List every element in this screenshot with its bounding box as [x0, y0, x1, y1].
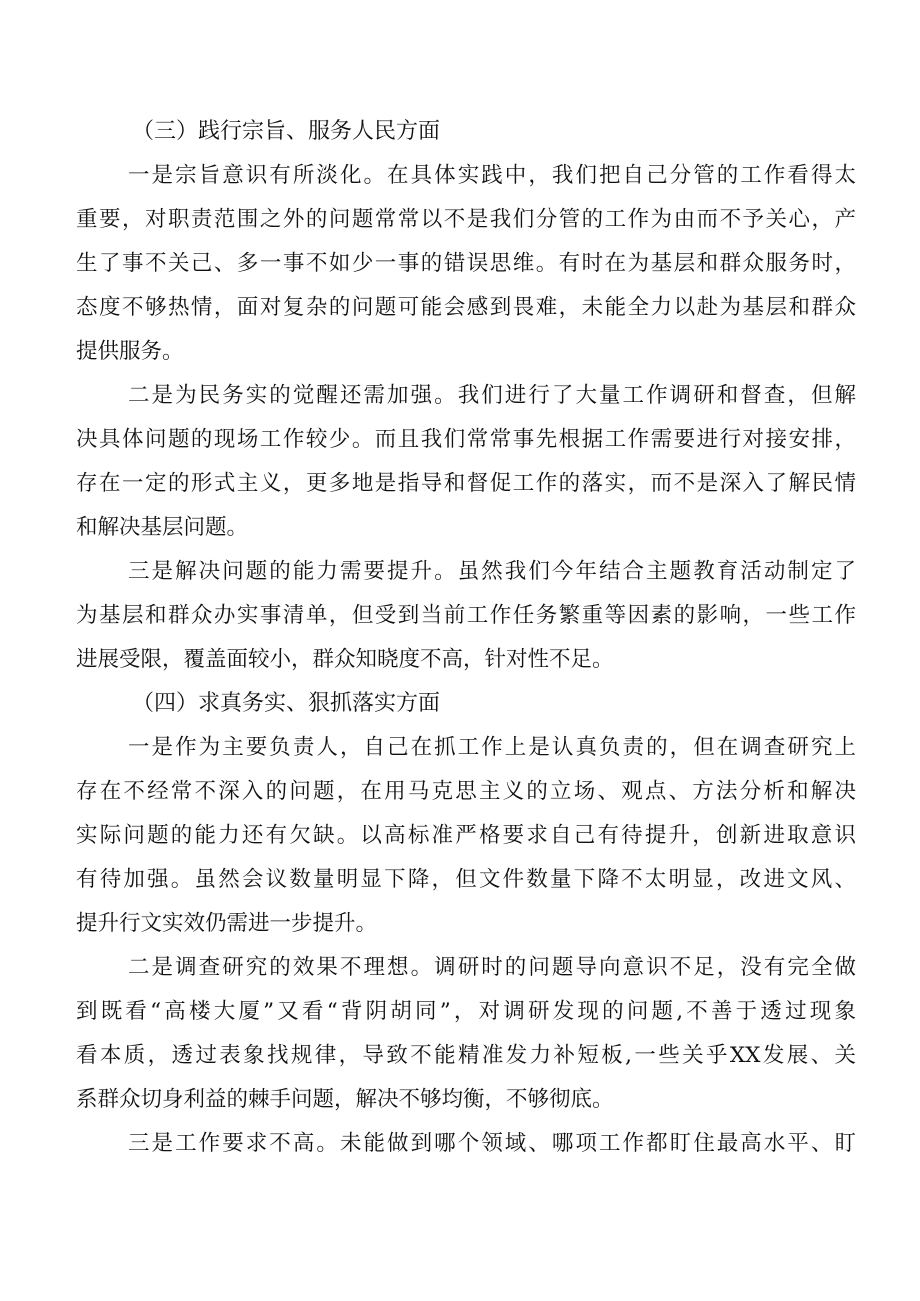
text-line: 存在一定的形式主义，更多地是指导和督促工作的落实，而不是深入了解民情: [76, 471, 856, 496]
paragraph-3-1: [76, 154, 856, 374]
text-line: 二是为民务实的觉醒还需加强。我们进行了大量工作调研和督查，但解: [128, 383, 856, 408]
section-heading-4: （四）求真务实、狠抓落实方面: [132, 691, 441, 716]
text-line: 为基层和群众办实事清单，但受到当前工作任务繁重等因素的影响，一些工作: [76, 603, 856, 628]
text-line: 实际问题的能力还有欠缺。以高标准严格要求自己有待提升，创新进取意识: [76, 823, 856, 848]
text-line: 决具体问题的现场工作较少。而且我们常常事先根据工作需要进行对接安排，: [76, 427, 856, 452]
text-line: 和解决基层问题。: [76, 515, 249, 540]
text-line: 三是工作要求不高。未能做到哪个领域、哪项工作都盯住最高水平、盯: [128, 1131, 856, 1156]
paragraph-3-3: [76, 550, 856, 682]
paragraph-4-2: [76, 946, 856, 1122]
text-line: 到既看“高楼大厦”又看“背阴胡同”，对调研发现的问题,不善于透过现象: [76, 999, 856, 1024]
text-line: 进展受限，覆盖面较小，群众知晓度不高，针对性不足。: [76, 647, 614, 672]
text-line: 三是解决问题的能力需要提升。虽然我们今年结合主题教育活动制定了: [128, 559, 856, 584]
paragraph-4-1: [76, 726, 856, 946]
text-line: 有待加强。虽然会议数量明显下降，但文件数量下降不太明显，改进文风、: [76, 867, 856, 892]
paragraph-3-2: [76, 374, 856, 550]
text-line: 二是调查研究的效果不理想。调研时的问题导向意识不足，没有完全做: [128, 955, 856, 980]
text-line: 看本质，透过表象找规律，导致不能精准发力补短板,一些关乎XX发展、关: [76, 1043, 856, 1068]
text-line: 一是作为主要负责人，自己在抓工作上是认真负责的，但在调查研究上: [128, 735, 856, 760]
text-line: 提升行文实效仍需进一步提升。: [76, 911, 378, 936]
section-heading-3: （三）践行宗旨、服务人民方面: [132, 119, 441, 144]
document-body: [76, 110, 856, 1166]
text-line: 一是宗旨意识有所淡化。在具体实践中，我们把自己分管的工作看得太: [128, 163, 856, 188]
text-line: 系群众切身利益的棘手问题，解决不够均衡，不够彻底。: [76, 1087, 614, 1112]
text-line: 重要，对职责范围之外的问题常常以不是我们分管的工作为由而不予关心，产: [76, 207, 856, 232]
text-line: 态度不够热情，面对复杂的问题可能会感到畏难，未能全力以赴为基层和群众: [76, 295, 856, 320]
paragraph-4-3: [76, 1122, 856, 1166]
text-line: 生了事不关己、多一事不如少一事的错误思维。有时在为基层和群众服务时，: [76, 251, 856, 276]
text-line: 提供服务。: [76, 339, 184, 364]
text-line: 存在不经常不深入的问题，在用马克思主义的立场、观点、方法分析和解决: [76, 779, 856, 804]
